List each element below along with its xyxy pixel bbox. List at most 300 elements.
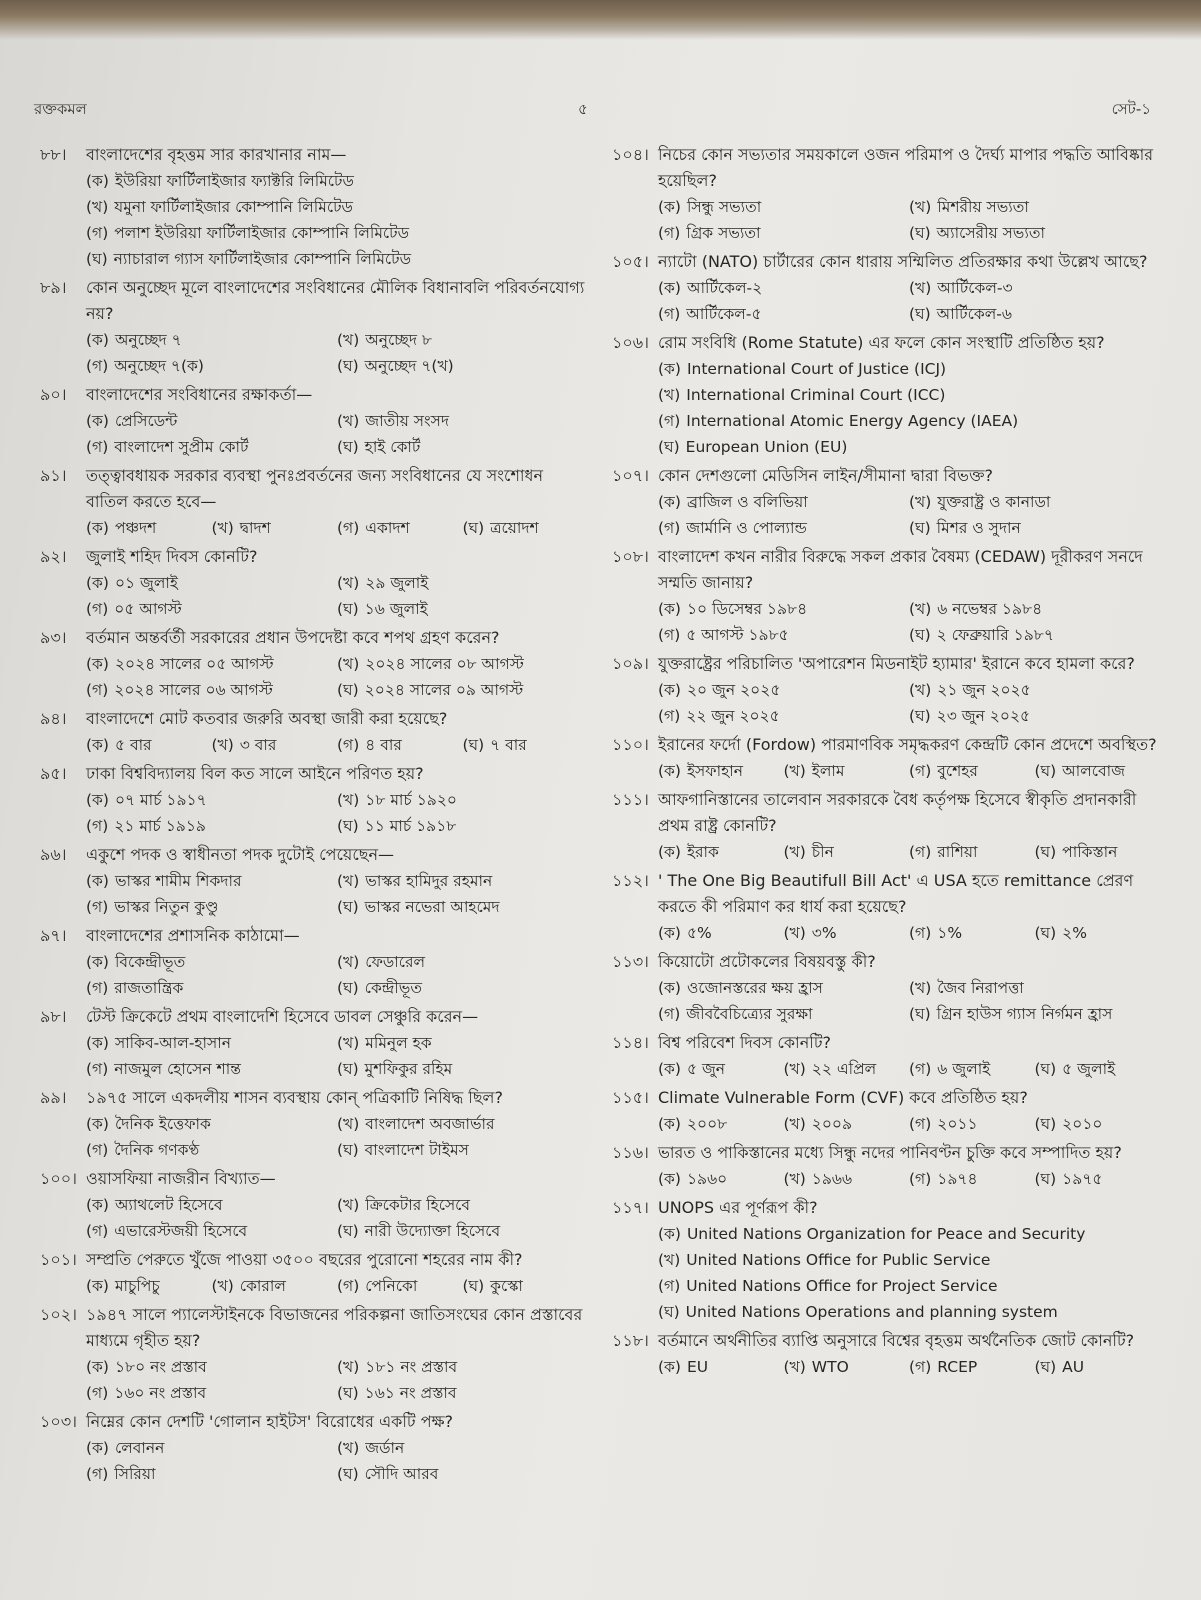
option-label: (গ) xyxy=(658,1277,681,1295)
question-line xyxy=(40,761,588,787)
option-label: (ক) xyxy=(658,681,681,699)
answer-option xyxy=(658,1247,1160,1273)
option-label: (ঘ) xyxy=(909,1005,931,1023)
option-text: International Court of Justice (ICJ) xyxy=(686,360,947,378)
option-label: (খ) xyxy=(783,924,806,942)
answer-option xyxy=(658,408,1160,434)
question-text: রোম সংবিধি (Rome Statute) এর ফলে কোন সংস্থাটি প্রতিষ্ঠিত হয়? xyxy=(658,333,1105,352)
answer-option xyxy=(86,246,588,272)
answer-options xyxy=(612,1111,1160,1137)
option-label: (ঘ) xyxy=(337,1222,359,1240)
answer-option xyxy=(909,920,1035,946)
option-text: ১৬১ নং প্রস্তাব xyxy=(364,1384,457,1402)
option-text: ১৯৬৬ xyxy=(811,1170,853,1188)
option-text: যুক্তরাষ্ট্র ও কানাডা xyxy=(937,493,1051,511)
answer-option xyxy=(658,194,909,220)
question-number: ১১২। xyxy=(612,871,649,890)
answer-option xyxy=(909,758,1035,784)
question-item xyxy=(612,249,1160,327)
question-number: ৯১। xyxy=(40,466,67,485)
answer-options xyxy=(40,570,588,622)
answer-option xyxy=(658,1354,784,1380)
question-text: নিচের কোন সভ্যতার সময়কালে ওজন পরিমাপ ও দৈর্ঘ্য মাপার পদ্ধতি আবিষ্কার হয়েছিল? xyxy=(658,145,1154,190)
answer-option xyxy=(212,515,338,541)
answer-option xyxy=(1035,1111,1161,1137)
question-text: তত্ত্বাবধায়ক সরকার ব্যবস্থা পুনঃপ্রবর্তনের জন্য সংবিধানের যে সংশোধন বাতিল করতে হবে— xyxy=(86,466,544,511)
option-text: European Union (EU) xyxy=(685,438,848,456)
option-label: (ক) xyxy=(658,1358,681,1376)
option-text: আর্টিকেল-৬ xyxy=(936,305,1012,323)
option-label: (খ) xyxy=(337,574,360,592)
option-text: United Nations Office for Public Service xyxy=(686,1251,991,1269)
option-label: (ঘ) xyxy=(337,600,359,618)
option-text: ৩ বার xyxy=(239,736,277,754)
answer-option xyxy=(337,596,588,622)
option-text: নারী উদ্যোক্তা হিসেবে xyxy=(364,1222,501,1240)
answer-option xyxy=(658,382,1160,408)
answer-option xyxy=(86,327,337,353)
answer-option xyxy=(337,868,588,894)
option-text: ভাস্কর শামীম শিকদার xyxy=(114,872,242,890)
header-set-label: সেট-১ xyxy=(1111,100,1151,118)
question-number: ১১৩। xyxy=(612,952,649,971)
question-text: বাংলাদেশ কখন নারীর বিরুদ্ধে সকল প্রকার বৈষম্য (CEDAW) দূরীকরণ সনদে সম্মতি জানায়? xyxy=(658,547,1143,592)
answer-options xyxy=(40,168,588,272)
question-number: ১০৫। xyxy=(612,252,649,271)
option-label: (ঘ) xyxy=(337,681,359,699)
option-text: ৫ জুন xyxy=(686,1060,726,1078)
answer-option xyxy=(86,1354,337,1380)
option-label: (ঘ) xyxy=(1034,1170,1057,1188)
option-text: ফেডারেল xyxy=(365,953,426,971)
question-number: ৮৮। xyxy=(40,145,67,164)
option-text: গ্রিক সভ্যতা xyxy=(686,224,761,242)
option-text: জাতীয় সংসদ xyxy=(365,412,450,430)
question-text: জুলাই শহিদ দিবস কোনটি? xyxy=(86,547,258,566)
question-line xyxy=(40,1166,588,1192)
option-text: প্রেসিডেন্ট xyxy=(114,412,178,430)
answer-options xyxy=(612,920,1160,946)
option-label: (ঘ) xyxy=(909,305,931,323)
option-label: (গ) xyxy=(86,681,109,699)
answer-option xyxy=(337,1137,588,1163)
answer-option xyxy=(784,1111,910,1137)
question-text: বাংলাদেশের প্রশাসনিক কাঠামো— xyxy=(86,926,300,945)
answer-option xyxy=(909,596,1160,622)
option-label: (ঘ) xyxy=(86,250,108,268)
answer-options xyxy=(40,868,588,920)
answer-option xyxy=(86,220,588,246)
option-text: মুশফিকুর রহিম xyxy=(364,1060,453,1078)
option-text: অ্যাসেরীয় সভ্যতা xyxy=(936,224,1045,242)
option-label: (ক) xyxy=(86,519,109,537)
question-number: ৯৪। xyxy=(40,709,67,728)
answer-option xyxy=(212,732,338,758)
question-line xyxy=(612,463,1160,489)
answer-option xyxy=(463,515,589,541)
question-text: আফগানিস্তানের তালেবান সরকারকে বৈধ কর্তৃপক্ষ হিসেবে স্বীকৃতি প্রদানকারী প্রথম রাষ্ট্র কোনটি? xyxy=(658,790,1137,835)
answer-options xyxy=(40,1273,588,1299)
option-text: ১৬ জুলাই xyxy=(364,600,428,618)
option-text: পঞ্চদশ xyxy=(114,519,157,537)
option-text: কেন্দ্রীভূত xyxy=(364,979,422,997)
option-text: ১১ মার্চ ১৯১৮ xyxy=(364,817,457,835)
option-label: (খ) xyxy=(909,279,932,297)
option-label: (খ) xyxy=(337,953,360,971)
answer-option xyxy=(86,677,337,703)
answer-option xyxy=(212,1273,338,1299)
question-number: ১১৪। xyxy=(612,1033,649,1052)
answer-option xyxy=(337,949,588,975)
option-label: (গ) xyxy=(909,1060,932,1078)
question-text: কোন অনুচ্ছেদ মূলে বাংলাদেশের সংবিধানের মৌলিক বিধানাবলি পরিবর্তনযোগ্য নয়? xyxy=(86,278,585,323)
answer-option xyxy=(337,1218,588,1244)
option-text: ২২ এপ্রিল xyxy=(811,1060,877,1078)
option-label: (গ) xyxy=(658,412,681,430)
option-label: (ক) xyxy=(86,1277,109,1295)
question-line xyxy=(612,1195,1160,1221)
option-label: (ঘ) xyxy=(337,1465,359,1483)
answer-option xyxy=(337,894,588,920)
option-label: (ক) xyxy=(86,736,109,754)
option-text: জর্ডান xyxy=(365,1439,405,1457)
option-text: ১০ ডিসেম্বর ১৯৮৪ xyxy=(686,600,808,618)
option-text: অনুচ্ছেদ ৭ xyxy=(114,331,182,349)
answer-option xyxy=(1035,1166,1161,1192)
answer-option xyxy=(86,1461,337,1487)
option-label: (গ) xyxy=(909,1115,932,1133)
question-text: কিয়োটো প্রটোকলের বিষয়বস্তু কী? xyxy=(658,952,876,971)
option-label: (গ) xyxy=(86,1384,109,1402)
option-label: (ঘ) xyxy=(1034,843,1057,861)
option-text: United Nations Organization for Peace and Security xyxy=(686,1225,1086,1243)
option-label: (খ) xyxy=(658,386,681,404)
option-label: (গ) xyxy=(86,1465,109,1483)
option-label: (গ) xyxy=(658,1005,681,1023)
question-number: ৯৭। xyxy=(40,926,67,945)
question-line xyxy=(612,868,1160,920)
question-line xyxy=(612,949,1160,975)
answer-option xyxy=(1035,758,1161,784)
question-line xyxy=(612,330,1160,356)
answer-option xyxy=(658,275,909,301)
option-text: এভারেস্টজয়ী হিসেবে xyxy=(114,1222,248,1240)
question-line xyxy=(612,787,1160,839)
question-item xyxy=(40,142,588,272)
option-text: ২০০৯ xyxy=(811,1115,853,1133)
option-text: ০৭ মার্চ ১৯১৭ xyxy=(114,791,207,809)
option-label: (ক) xyxy=(86,1034,109,1052)
answer-option xyxy=(658,677,909,703)
option-label: (ক) xyxy=(86,872,109,890)
option-text: জীববৈচিত্র্যের সুরক্ষা xyxy=(686,1005,813,1023)
page-header xyxy=(0,98,1201,124)
option-text: ন্যাচারাল গ্যাস ফার্টিলাইজার কোম্পানি লিমিটেড xyxy=(113,250,412,268)
option-text: ২% xyxy=(1062,924,1087,942)
question-item xyxy=(612,1085,1160,1137)
answer-option xyxy=(86,515,212,541)
question-number: ১০৬। xyxy=(612,333,649,352)
answer-option xyxy=(86,434,337,460)
answer-option xyxy=(658,920,784,946)
option-text: ২০২৪ সালের ০৯ আগস্ট xyxy=(364,681,524,699)
answer-option xyxy=(658,1273,1160,1299)
option-label: (গ) xyxy=(909,924,932,942)
answer-option xyxy=(86,1030,337,1056)
option-label: (গ) xyxy=(337,1277,360,1295)
option-text: ২ ফেব্রুয়ারি ১৯৮৭ xyxy=(936,626,1054,644)
option-label: (গ) xyxy=(86,979,109,997)
option-text: দ্বাদশ xyxy=(239,519,271,537)
answer-option xyxy=(86,353,337,379)
option-text: ১% xyxy=(937,924,963,942)
option-text: ৫ বার xyxy=(114,736,152,754)
option-label: (ঘ) xyxy=(462,736,485,754)
right-question-column xyxy=(612,142,1160,1383)
option-text: ইলাম xyxy=(811,762,845,780)
option-label: (খ) xyxy=(211,736,234,754)
option-label: (গ) xyxy=(658,707,681,725)
option-text: ২০২৪ সালের ০৬ আগস্ট xyxy=(114,681,273,699)
question-item xyxy=(612,868,1160,946)
question-text: বাংলাদেশে মোট কতবার জরুরি অবস্থা জারী করা হয়েছে? xyxy=(86,709,448,728)
option-label: (ক) xyxy=(86,172,109,190)
option-label: (ঘ) xyxy=(462,1277,485,1295)
option-text: মিশরীয় সভ্যতা xyxy=(937,198,1029,216)
answer-option xyxy=(86,1111,337,1137)
option-text: ৫ জুলাই xyxy=(1062,1060,1116,1078)
option-label: (গ) xyxy=(909,843,932,861)
answer-option xyxy=(86,1273,212,1299)
question-item xyxy=(40,625,588,703)
question-number: ১০৩। xyxy=(40,1412,77,1431)
option-label: (খ) xyxy=(337,331,360,349)
option-label: (ক) xyxy=(658,493,681,511)
question-text: বাংলাদেশের সংবিধানের রক্ষাকর্তা— xyxy=(86,385,313,404)
option-label: (ঘ) xyxy=(337,438,359,456)
option-label: (ঘ) xyxy=(1034,1358,1057,1376)
answer-option xyxy=(909,1111,1035,1137)
option-text: ত্রয়োদশ xyxy=(490,519,539,537)
question-line xyxy=(40,275,588,327)
question-text: ভারত ও পাকিস্তানের মধ্যে সিন্ধু নদের পানিবণ্টন চুক্তি কবে সম্পাদিত হয়? xyxy=(658,1143,1122,1162)
option-text: নাজমুল হোসেন শান্ত xyxy=(114,1060,241,1078)
option-label: (ক) xyxy=(658,279,681,297)
option-label: (ক) xyxy=(86,791,109,809)
question-item xyxy=(40,761,588,839)
answer-option xyxy=(909,839,1035,865)
answer-option xyxy=(658,703,909,729)
option-label: (ক) xyxy=(658,600,681,618)
option-text: আলবোজ xyxy=(1062,762,1126,780)
answer-option xyxy=(86,408,337,434)
option-text: মিশর ও সুদান xyxy=(936,519,1021,537)
answer-option xyxy=(784,920,910,946)
answer-option xyxy=(86,1137,337,1163)
option-label: (খ) xyxy=(909,681,932,699)
question-number: ৯৬। xyxy=(40,845,67,864)
answer-option xyxy=(86,894,337,920)
answer-options xyxy=(612,1166,1160,1192)
answer-options xyxy=(612,839,1160,865)
option-text: ২৩ জুন ২০২৫ xyxy=(936,707,1031,725)
option-label: (গ) xyxy=(86,357,109,375)
option-label: (ঘ) xyxy=(1034,762,1057,780)
option-label: (ক) xyxy=(658,1060,681,1078)
option-text: যমুনা ফার্টিলাইজার কোম্পানি লিমিটেড xyxy=(114,198,353,216)
option-label: (খ) xyxy=(783,762,806,780)
option-label: (ক) xyxy=(86,953,109,971)
question-item xyxy=(40,1409,588,1487)
option-text: গ্রিন হাউস গ্যাস নির্গমন হ্রাস xyxy=(936,1005,1113,1023)
option-text: WTO xyxy=(811,1358,849,1376)
option-text: ০৫ আগস্ট xyxy=(114,600,182,618)
question-line xyxy=(40,1004,588,1030)
option-text: বাংলাদেশ অবজার্ভার xyxy=(365,1115,495,1133)
option-label: (গ) xyxy=(909,1358,932,1376)
answer-option xyxy=(658,758,784,784)
option-text: চীন xyxy=(811,843,834,861)
question-text: ১৯৪৭ সালে প্যালেস্টাইনকে বিভাজনের পরিকল্পনা জাতিসংঘের কোন প্রস্তাবের মাধ্যমে গৃহীত হয়? xyxy=(86,1305,583,1350)
question-text: সম্প্রতি পেরুতে খুঁজে পাওয়া ৩৫০০ বছরের পুরোনো শহরের নাম কী? xyxy=(86,1250,523,1269)
answer-options xyxy=(40,408,588,460)
option-text: একাদশ xyxy=(365,519,410,537)
answer-option xyxy=(86,1380,337,1406)
option-label: (ঘ) xyxy=(909,707,931,725)
question-text: Climate Vulnerable Form (CVF) কবে প্রতিষ্ঠিত হয়? xyxy=(658,1088,1028,1107)
option-text: ২০ জুন ২০২৫ xyxy=(686,681,781,699)
option-label: (ঘ) xyxy=(337,817,359,835)
question-number: ৯২। xyxy=(40,547,67,566)
option-text: AU xyxy=(1062,1358,1085,1376)
option-label: (খ) xyxy=(86,198,109,216)
option-label: (ঘ) xyxy=(337,357,359,375)
question-text: বাংলাদেশের বৃহত্তম সার কারখানার নাম— xyxy=(86,145,347,164)
question-item xyxy=(612,1328,1160,1380)
question-number: ৯৮। xyxy=(40,1007,67,1026)
answer-option xyxy=(337,1111,588,1137)
question-line xyxy=(40,842,588,868)
question-number: ১০১। xyxy=(40,1250,77,1269)
option-label: (গ) xyxy=(86,224,109,242)
answer-options xyxy=(612,489,1160,541)
answer-option xyxy=(909,489,1160,515)
header-book-title: রক্তকমল xyxy=(34,100,87,118)
answer-options xyxy=(40,515,588,541)
option-label: (খ) xyxy=(211,1277,234,1295)
option-label: (ক) xyxy=(658,979,681,997)
option-label: (ক) xyxy=(86,331,109,349)
option-text: United Nations Operations and planning system xyxy=(685,1303,1058,1321)
question-line xyxy=(40,1085,588,1111)
question-line xyxy=(40,1302,588,1354)
option-label: (ঘ) xyxy=(337,979,359,997)
answer-option xyxy=(86,787,337,813)
option-label: (ক) xyxy=(658,1170,681,1188)
option-text: ১৮০ নং প্রস্তাব xyxy=(114,1358,207,1376)
option-label: (খ) xyxy=(909,493,932,511)
answer-option xyxy=(337,1461,588,1487)
answer-option xyxy=(86,194,588,220)
question-item xyxy=(612,544,1160,648)
question-line xyxy=(40,544,588,570)
question-line xyxy=(40,625,588,651)
answer-option xyxy=(1035,1056,1161,1082)
answer-options xyxy=(612,275,1160,327)
option-label: (খ) xyxy=(783,843,806,861)
answer-option xyxy=(909,1056,1035,1082)
answer-option xyxy=(463,732,589,758)
question-line xyxy=(612,1140,1160,1166)
option-text: ২০১০ xyxy=(1062,1115,1103,1133)
answer-option xyxy=(86,975,337,1001)
answer-option xyxy=(86,813,337,839)
option-label: (খ) xyxy=(337,872,360,890)
option-text: ২০২৪ সালের ০৮ আগস্ট xyxy=(365,655,524,673)
question-item xyxy=(612,949,1160,1027)
option-text: ৭ বার xyxy=(490,736,527,754)
option-label: (ঘ) xyxy=(337,1384,359,1402)
answer-option xyxy=(337,651,588,677)
question-text: UNOPS এর পূর্ণরূপ কী? xyxy=(658,1198,818,1217)
answer-option xyxy=(909,194,1160,220)
option-label: (গ) xyxy=(86,898,109,916)
question-item xyxy=(40,842,588,920)
option-label: (গ) xyxy=(658,224,681,242)
option-text: মাচুপিচু xyxy=(114,1277,160,1295)
option-text: ১৮১ নং প্রস্তাব xyxy=(365,1358,458,1376)
answer-options xyxy=(40,949,588,1001)
question-item xyxy=(40,1302,588,1406)
answer-options xyxy=(612,1056,1160,1082)
answer-option xyxy=(658,356,1160,382)
question-line xyxy=(612,142,1160,194)
option-label: (ঘ) xyxy=(909,519,931,537)
question-number: ১১৬। xyxy=(612,1143,649,1162)
option-label: (গ) xyxy=(86,438,109,456)
question-line xyxy=(612,1030,1160,1056)
question-number: ১০৯। xyxy=(612,654,649,673)
option-text: সৌদি আরব xyxy=(364,1465,439,1483)
option-text: ভাস্কর হামিদুর রহমান xyxy=(365,872,493,890)
option-text: আর্টিকেল-২ xyxy=(686,279,763,297)
option-text: রাশিয়া xyxy=(937,843,978,861)
answer-options xyxy=(40,1354,588,1406)
answer-options xyxy=(40,1435,588,1487)
option-label: (ক) xyxy=(658,924,681,942)
question-item xyxy=(40,544,588,622)
option-text: ২১ মার্চ ১৯১৯ xyxy=(114,817,206,835)
answer-option xyxy=(86,596,337,622)
question-line xyxy=(612,1085,1160,1111)
answer-option xyxy=(658,975,909,1001)
option-label: (খ) xyxy=(337,655,360,673)
option-text: বাংলাদেশ টাইমস xyxy=(364,1141,469,1159)
answer-option xyxy=(784,758,910,784)
answer-options xyxy=(612,1354,1160,1380)
option-label: (খ) xyxy=(337,412,360,430)
option-text: বুশেহর xyxy=(937,762,978,780)
option-label: (ক) xyxy=(658,1225,681,1243)
answer-option xyxy=(909,301,1160,327)
answer-option xyxy=(658,515,909,541)
answer-options xyxy=(40,327,588,379)
question-line xyxy=(40,1247,588,1273)
option-text: ব্রাজিল ও বলিভিয়া xyxy=(686,493,808,511)
option-label: (খ) xyxy=(783,1170,806,1188)
answer-option xyxy=(86,949,337,975)
question-item xyxy=(612,787,1160,865)
